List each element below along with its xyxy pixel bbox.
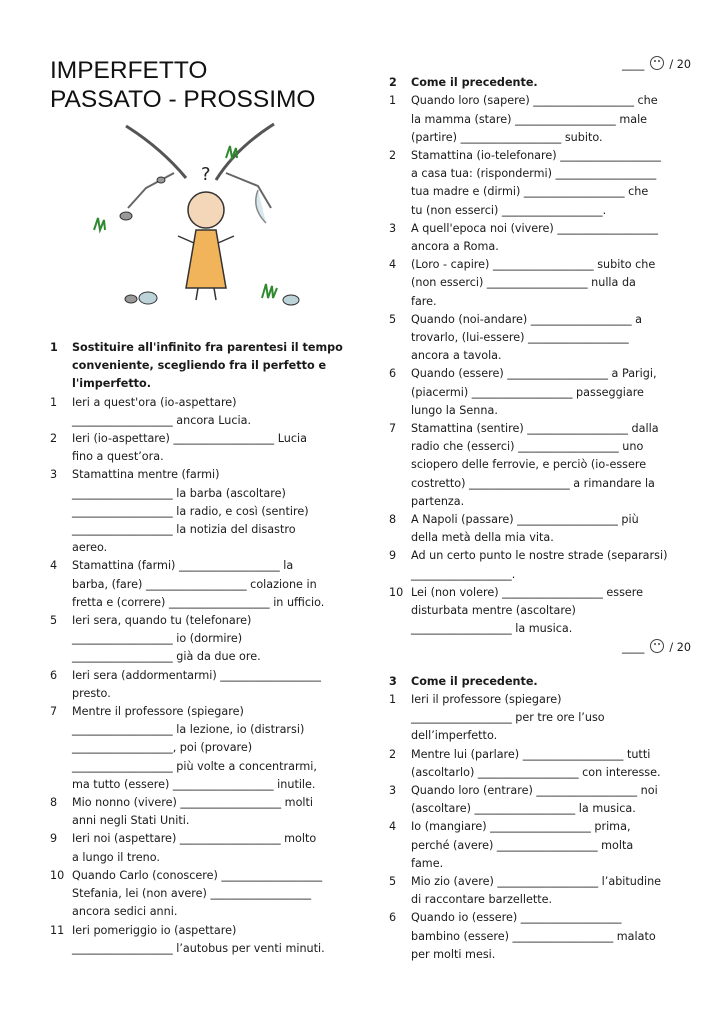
item-line: Quando (essere) __________________ a Parigi,: [411, 367, 657, 381]
item-line: sciopero delle ferrovie, e perciò (io-essere: [411, 458, 647, 472]
item-text: [72, 394, 350, 430]
exercise-item: [50, 466, 350, 557]
item-line: A Napoli (passare) __________________ più: [411, 513, 639, 527]
item-line: costretto) __________________ a rimandare la: [411, 476, 655, 490]
exercise-item: [389, 909, 691, 964]
item-line: anni negli Stati Uniti.: [72, 814, 190, 828]
exercise-item: [389, 782, 691, 818]
item-text: [411, 147, 691, 220]
item-line: Io (mangiare) __________________ prima,: [411, 820, 631, 834]
item-text: [72, 703, 350, 794]
item-line: Ieri il professore (spiegare): [411, 692, 562, 706]
exercise-item: [50, 922, 350, 958]
item-line: ancora sedici anni.: [72, 905, 178, 919]
item-line: (ascoltare) __________________ la musica.: [411, 802, 636, 816]
section-2-items: [389, 92, 691, 638]
section-number: 1: [50, 341, 58, 354]
item-number: 11: [50, 923, 65, 937]
item-number: 7: [50, 705, 58, 719]
item-line: disturbata mentre (ascoltare): [411, 604, 576, 618]
item-number: 3: [389, 783, 397, 797]
item-line: __________________ la notizia del disastro: [72, 523, 296, 537]
exercise-item: [389, 547, 691, 583]
exercise-item: [389, 511, 691, 547]
item-number: 5: [389, 312, 397, 326]
exercise-item: [389, 147, 691, 220]
item-line: tua madre e (dirmi) __________________ che: [411, 185, 649, 199]
item-line: Quando (noi-andare) __________________ a: [411, 312, 642, 326]
item-number: 1: [389, 94, 397, 108]
item-number: 4: [50, 559, 58, 573]
item-line: __________________ la radio, e così (sentire): [72, 504, 309, 518]
item-line: Quando loro (sapere) __________________ che: [411, 94, 658, 108]
item-line: (partire) __________________ subito.: [411, 130, 603, 144]
item-number: 6: [50, 668, 58, 682]
item-number: 10: [389, 585, 404, 599]
item-text: [411, 584, 691, 639]
item-line: Mentre lui (parlare) __________________ tutti: [411, 747, 651, 761]
section-1-heading: [50, 339, 350, 394]
item-line: __________________ ancora Lucia.: [72, 413, 251, 427]
item-line: Ad un certo punto le nostre strade (separarsi): [411, 549, 668, 563]
item-line: tu (non esserci) __________________.: [411, 203, 607, 217]
section-number: 2: [389, 76, 397, 90]
item-text: [411, 420, 691, 511]
item-line: Ieri a quest'ora (io-aspettare): [72, 395, 237, 409]
item-number: 6: [389, 367, 397, 381]
item-line: __________________ la musica.: [411, 622, 573, 636]
item-line: fare.: [411, 294, 437, 308]
item-line: partenza.: [411, 494, 465, 508]
left-column: [50, 339, 350, 958]
section-3-items: [389, 691, 691, 964]
section-1-items: [50, 394, 350, 958]
item-number: 3: [50, 468, 58, 482]
exercise-item: [50, 557, 350, 612]
item-number: 4: [389, 258, 397, 272]
item-line: Ieri sera, quando tu (telefonare): [72, 614, 252, 628]
exercise-item: [389, 420, 691, 511]
item-line: Quando io (essere) __________________: [411, 911, 622, 925]
item-line: (piacermi) __________________ passeggiare: [411, 385, 644, 399]
item-line: per molti mesi.: [411, 947, 496, 961]
item-text: [411, 220, 691, 256]
item-number: 5: [389, 874, 397, 888]
item-line: trovarlo, (lui-essere) __________________: [411, 331, 629, 345]
item-line: della metà della mia vita.: [411, 531, 554, 545]
item-line: aereo.: [72, 541, 108, 555]
item-number: 2: [389, 747, 397, 761]
item-line: Mentre il professore (spiegare): [72, 705, 244, 719]
item-line: Stamattina mentre (farmi): [72, 468, 220, 482]
item-line: Stamattina (farmi) __________________ la: [72, 559, 294, 573]
exercise-item: [50, 430, 350, 466]
item-line: Ieri noi (aspettare) __________________ molto: [72, 832, 317, 846]
item-line: Ieri pomeriggio io (aspettare): [72, 923, 237, 937]
exercise-item: [389, 220, 691, 256]
item-line: __________________ più volte a concentrarmi,: [72, 759, 317, 773]
item-number: 8: [50, 796, 58, 810]
exercise-item: [50, 667, 350, 703]
score-line-middle: ____ / 20: [621, 640, 691, 654]
item-text: [411, 511, 691, 547]
item-number: 7: [389, 422, 397, 436]
svg-text:?: ?: [201, 164, 211, 185]
item-text: [72, 922, 350, 958]
item-line: __________________ per tre ore l’uso: [411, 711, 605, 725]
item-text: [411, 256, 691, 311]
title-line-1: IMPERFETTO: [50, 57, 208, 84]
item-text: [72, 612, 350, 667]
item-number: 10: [50, 868, 65, 882]
item-line: fino a quest’ora.: [72, 450, 164, 464]
item-text: [72, 430, 350, 466]
exercise-item: [50, 867, 350, 922]
item-line: perché (avere) __________________ molta: [411, 838, 634, 852]
item-line: ancora a Roma.: [411, 240, 499, 254]
section-instruction: Come il precedente.: [411, 674, 538, 688]
item-line: A quell'epoca noi (vivere) __________________: [411, 221, 659, 235]
item-text: [72, 557, 350, 612]
exercise-item: [50, 612, 350, 667]
item-text: [411, 873, 691, 909]
item-text: [411, 365, 691, 420]
exercise-item: [50, 703, 350, 794]
exercise-item: [50, 394, 350, 430]
item-line: __________________ la barba (ascoltare): [72, 486, 286, 500]
item-text: [72, 867, 350, 922]
item-number: 3: [389, 221, 397, 235]
score-line-top: ____ / 20: [621, 58, 691, 71]
item-number: 9: [50, 832, 58, 846]
item-number: 9: [389, 549, 397, 563]
item-text: [411, 311, 691, 366]
item-line: di raccontare barzellette.: [411, 893, 553, 907]
item-line: Stamattina (sentire) __________________ dalla: [411, 422, 659, 436]
item-line: Mio zio (avere) __________________ l’abitudine: [411, 874, 662, 888]
item-line: ma tutto (essere) __________________ inutile.: [72, 777, 316, 791]
item-line: fretta e (correre) __________________ in ufficio.: [72, 595, 325, 609]
section-number: 3: [389, 674, 397, 688]
item-line: __________________ già da due ore.: [72, 650, 261, 664]
item-line: __________________ la lezione, io (distrarsi): [72, 723, 305, 737]
item-text: [72, 667, 350, 703]
item-number: 2: [50, 432, 58, 446]
item-line: ancora a tavola.: [411, 349, 502, 363]
item-text: [411, 909, 691, 964]
exercise-item: [389, 92, 691, 147]
exercise-item: [389, 256, 691, 311]
section-instruction: Sostituire all'infinito fra parentesi il tempo conveniente, scegliendo fra il perfetto e l'imperfetto.: [72, 341, 343, 391]
item-line: la mamma (stare) __________________ male: [411, 112, 648, 126]
exercise-item: [389, 691, 691, 746]
item-text: [411, 691, 691, 746]
section-3-heading: [389, 673, 691, 691]
item-line: __________________.: [411, 567, 516, 581]
item-line: a lungo il treno.: [72, 850, 160, 864]
item-text: [72, 466, 350, 557]
item-number: 1: [50, 395, 58, 409]
item-line: __________________, poi (provare): [72, 741, 253, 755]
item-text: [72, 830, 350, 866]
item-line: Ieri (io-aspettare) __________________ Lucia: [72, 432, 307, 446]
item-line: dell’imperfetto.: [411, 729, 498, 743]
item-text: [411, 818, 691, 873]
smiley-icon: [650, 56, 664, 70]
item-number: 8: [389, 513, 397, 527]
item-text: [411, 782, 691, 818]
item-line: Stefania, lei (non avere) __________________: [72, 887, 312, 901]
item-line: lungo la Senna.: [411, 403, 498, 417]
item-number: 2: [389, 149, 397, 163]
item-text: [411, 92, 691, 147]
item-line: (ascoltarlo) __________________ con interesse.: [411, 765, 661, 779]
section-2-heading: [389, 74, 691, 92]
item-line: fame.: [411, 856, 444, 870]
item-line: barba, (fare) __________________ colazione in: [72, 577, 317, 591]
exercise-item: [389, 365, 691, 420]
item-text: [411, 746, 691, 782]
item-text: [72, 794, 350, 830]
right-column: [389, 56, 691, 964]
item-line: Stamattina (io-telefonare) __________________: [411, 149, 661, 163]
exercise-item: [50, 830, 350, 866]
item-number: 4: [389, 820, 397, 834]
item-line: a casa tua: (rispondermi) __________________: [411, 167, 657, 181]
item-line: radio che (esserci) __________________ uno: [411, 440, 644, 454]
exercise-item: [389, 311, 691, 366]
exercise-item: [389, 746, 691, 782]
item-line: (Loro - capire) __________________ subito che: [411, 258, 656, 272]
item-line: presto.: [72, 686, 111, 700]
exercise-item: [389, 818, 691, 873]
item-line: Mio nonno (vivere) __________________ molti: [72, 796, 314, 810]
item-line: __________________ l’autobus per venti minuti.: [72, 941, 325, 955]
item-line: (non esserci) __________________ nulla da: [411, 276, 636, 290]
item-number: 5: [50, 614, 58, 628]
page-title: [50, 56, 350, 114]
item-line: Lei (non volere) __________________ essere: [411, 585, 644, 599]
item-text: [411, 547, 691, 583]
item-line: bambino (essere) __________________ malato: [411, 929, 656, 943]
confused-child-crossroads-icon: [86, 118, 314, 318]
item-line: Quando Carlo (conoscere) __________________: [72, 868, 323, 882]
exercise-item: [50, 794, 350, 830]
item-line: Ieri sera (addormentarmi) __________________: [72, 668, 321, 682]
exercise-item: [389, 584, 691, 639]
item-number: 6: [389, 911, 397, 925]
smiley-icon: [650, 639, 664, 653]
item-line: __________________ io (dormire): [72, 632, 243, 646]
section-instruction: Come il precedente.: [411, 76, 538, 90]
item-line: Quando loro (entrare) __________________ noi: [411, 783, 658, 797]
item-number: 1: [389, 692, 397, 706]
exercise-item: [389, 873, 691, 909]
title-line-2: PASSATO - PROSSIMO: [50, 86, 316, 113]
